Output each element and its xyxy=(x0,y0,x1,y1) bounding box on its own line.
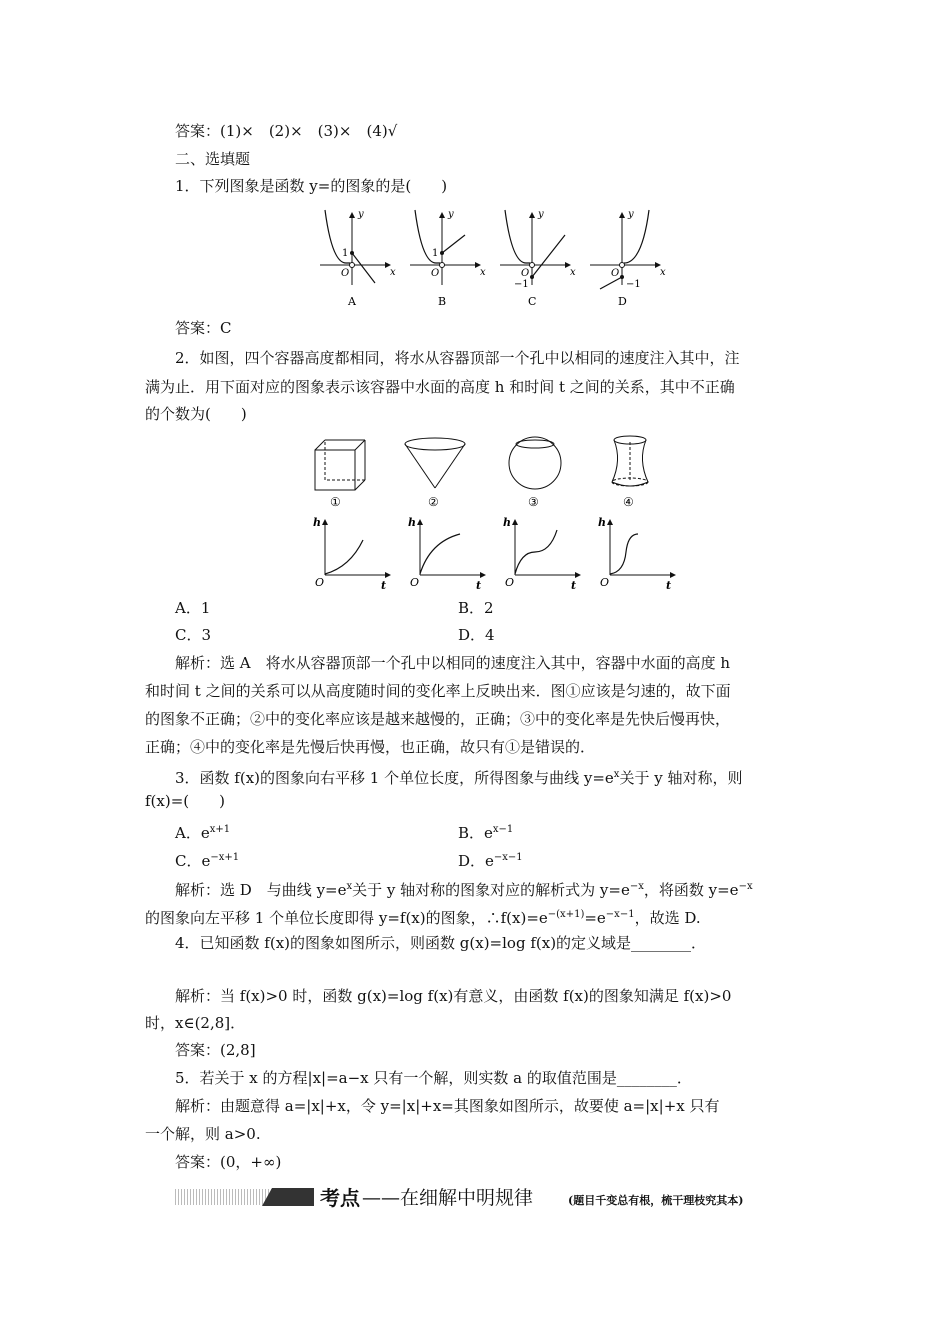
q1-graph-b xyxy=(410,209,486,308)
container-label-3: ③ xyxy=(528,495,539,509)
q3-option-b-text: B．e xyxy=(458,824,493,842)
q3-option-b xyxy=(458,820,513,843)
axis-y-label: y xyxy=(448,209,454,220)
q3-exp1-sup3: −x xyxy=(738,881,753,892)
q4-stem: 4．已知函数 f(x)的图象如图所示，则函数 g(x)=log f(x)的定义域是________． xyxy=(175,934,707,952)
option-label-a: A xyxy=(348,295,356,308)
container-sphere xyxy=(509,437,561,509)
q3-option-c-text: C．e xyxy=(175,852,211,870)
tick-label: −1 xyxy=(626,279,641,290)
option-label-b: B xyxy=(438,295,447,308)
q3-stem-1-text: 3．函数 f(x)的图象向右平移 1 个单位长度，所得图象与曲线 y=e xyxy=(175,769,614,787)
q3-option-d xyxy=(458,848,523,871)
q5-stem: 5．若关于 x 的方程|x|=a−x 只有一个解，则实数 a 的取值范围是________． xyxy=(175,1069,692,1087)
container-label-4: ④ xyxy=(623,495,634,509)
q3-option-a xyxy=(175,820,230,843)
origin-label: O xyxy=(521,268,530,279)
q2-explanation-3: 的图象不正确；②中的变化率应该是越来越慢的，正确；③中的变化率是先快后慢再快， xyxy=(145,710,731,728)
q5-explanation-2: 一个解，则 a>0. xyxy=(145,1125,261,1143)
banner-note: (题目千变总有根，梳干理枝究其本) xyxy=(568,1194,744,1207)
origin-label: O xyxy=(600,576,610,589)
answer-line xyxy=(175,121,397,141)
q3-option-b-sup: x−1 xyxy=(492,824,514,835)
q3-stem-2: f(x)=( ) xyxy=(145,792,225,810)
q1-graph-c xyxy=(500,209,576,308)
q2-explanation-1: 解析：选 A 将水从容器顶部一个孔中以相同的速度注入其中，容器中水面的高度 h xyxy=(175,654,731,672)
height-graph-3 xyxy=(503,516,580,592)
banner-decor-stripes xyxy=(175,1189,275,1205)
q3-option-a-text: A．e xyxy=(175,824,210,842)
banner-decor-block xyxy=(272,1188,314,1206)
container-label-2: ② xyxy=(428,495,439,509)
option-label-d: D xyxy=(618,295,627,308)
q3-option-d-sup: −x−1 xyxy=(493,852,523,863)
axis-h-label: h xyxy=(313,516,321,529)
section-heading: 二、选填题 xyxy=(175,150,251,168)
answer-label: 答案： xyxy=(175,122,221,140)
q4-answer: 答案：(2,8] xyxy=(175,1041,256,1059)
q3-exp1-a: 解析：选 D 与曲线 y=e xyxy=(175,881,347,899)
q3-exp1-c: ，将函数 y=e xyxy=(643,881,739,899)
origin-label: O xyxy=(315,576,325,589)
axis-y-label: y xyxy=(538,209,544,220)
q3-stem-1 xyxy=(175,765,742,788)
q2-stem-1: 2．如图，四个容器高度都相同，将水从容器顶部一个孔中以相同的速度注入其中，注 xyxy=(175,349,740,367)
q1-graph-d xyxy=(590,209,666,308)
axis-y-label: y xyxy=(628,209,634,220)
height-graph-4 xyxy=(598,516,675,592)
q5-answer: 答案：(0，+∞) xyxy=(175,1153,282,1171)
q3-option-c xyxy=(175,848,239,871)
axis-x-label: x xyxy=(660,267,666,278)
q1-graphs xyxy=(310,205,680,315)
container-vase xyxy=(612,436,648,509)
tick-label: −1 xyxy=(514,279,529,290)
q2-option-a: A．1 xyxy=(175,599,211,617)
q3-exp2-a: 的图象向左平移 1 个单位长度即得 y=f(x)的图象，∴f(x)=e xyxy=(145,909,548,927)
q2-option-c: C．3 xyxy=(175,626,212,644)
q3-stem-1-end: 关于 y 轴对称，则 xyxy=(619,769,743,787)
q2-height-graphs xyxy=(305,512,685,592)
q2-stem-2: 满为止．用下面对应的图象表示该容器中水面的高度 h 和时间 t 之间的关系，其中不正确 xyxy=(145,378,735,396)
container-cube xyxy=(315,440,365,509)
q3-explanation-1 xyxy=(175,877,753,900)
axis-x-label: x xyxy=(390,267,396,278)
q3-exp1-b: 关于 y 轴对称的图象对应的解析式为 y=e xyxy=(352,881,630,899)
q3-exp2-b: =e xyxy=(584,909,606,927)
axis-x-label: x xyxy=(570,267,576,278)
q2-option-d: D．4 xyxy=(458,626,495,644)
axis-x-label: x xyxy=(480,267,486,278)
axis-h-label: h xyxy=(503,516,511,529)
q2-containers xyxy=(300,430,680,510)
q3-stem-1-sup: x xyxy=(613,769,620,780)
origin-label: O xyxy=(431,268,440,279)
q4-explanation-1: 解析：当 f(x)>0 时，函数 g(x)=log f(x)有意义，由函数 f(x)的图象知满足 f(x)>0 xyxy=(175,987,732,1005)
q3-explanation-2 xyxy=(145,905,701,928)
q3-exp1-sup2: −x xyxy=(629,881,644,892)
height-graph-1 xyxy=(313,516,390,592)
q1-graph-a xyxy=(320,209,396,308)
q3-option-a-sup: x+1 xyxy=(209,824,231,835)
tick-label: 1 xyxy=(342,248,349,259)
container-cone xyxy=(405,438,465,509)
q2-explanation-2: 和时间 t 之间的关系可以从高度随时间的变化率上反映出来．图①应该是匀速的，故下面 xyxy=(145,682,731,700)
height-graph-2 xyxy=(408,516,485,592)
origin-label: O xyxy=(341,268,350,279)
q3-exp2-c: ，故选 D. xyxy=(634,909,701,927)
banner-decor-slant xyxy=(262,1188,272,1206)
q3-exp1-sup1: x xyxy=(346,881,353,892)
q2-stem-3: 的个数为( ) xyxy=(145,405,247,423)
q2-explanation-4: 正确；④中的变化率是先慢后快再慢，也正确，故只有①是错误的． xyxy=(145,738,596,756)
q3-option-c-sup: −x+1 xyxy=(210,852,240,863)
answer-items: (1)× (2)× (3)× (4)√ xyxy=(220,122,398,140)
q2-option-b: B．2 xyxy=(458,599,494,617)
axis-t-label: t xyxy=(381,579,387,592)
banner-subtitle: ——在细解中明规律 xyxy=(362,1187,534,1209)
container-label-1: ① xyxy=(330,495,341,509)
axis-t-label: t xyxy=(571,579,577,592)
q3-exp2-sup2: −x−1 xyxy=(605,909,635,920)
origin-label: O xyxy=(611,268,620,279)
q4-explanation-2: 时，x∈(2,8]． xyxy=(145,1014,246,1032)
tick-label: 1 xyxy=(432,248,439,259)
q3-exp2-sup1: −(x+1) xyxy=(547,909,585,920)
q5-explanation-1: 解析：由题意得 a=|x|+x，令 y=|x|+x=其图象如图所示，故要使 a=|x|+x 只有 xyxy=(175,1097,720,1115)
axis-t-label: t xyxy=(476,579,482,592)
axis-h-label: h xyxy=(408,516,416,529)
q1-answer: 答案：C xyxy=(175,319,232,337)
banner-title: 考点 xyxy=(320,1186,360,1210)
origin-label: O xyxy=(505,576,515,589)
axis-t-label: t xyxy=(666,579,672,592)
origin-label: O xyxy=(410,576,420,589)
axis-y-label: y xyxy=(358,209,364,220)
q1-stem: 1．下列图象是函数 y=的图象的是( ) xyxy=(175,177,448,195)
option-label-c: C xyxy=(528,295,537,308)
q3-option-d-text: D．e xyxy=(458,852,494,870)
axis-h-label: h xyxy=(598,516,606,529)
